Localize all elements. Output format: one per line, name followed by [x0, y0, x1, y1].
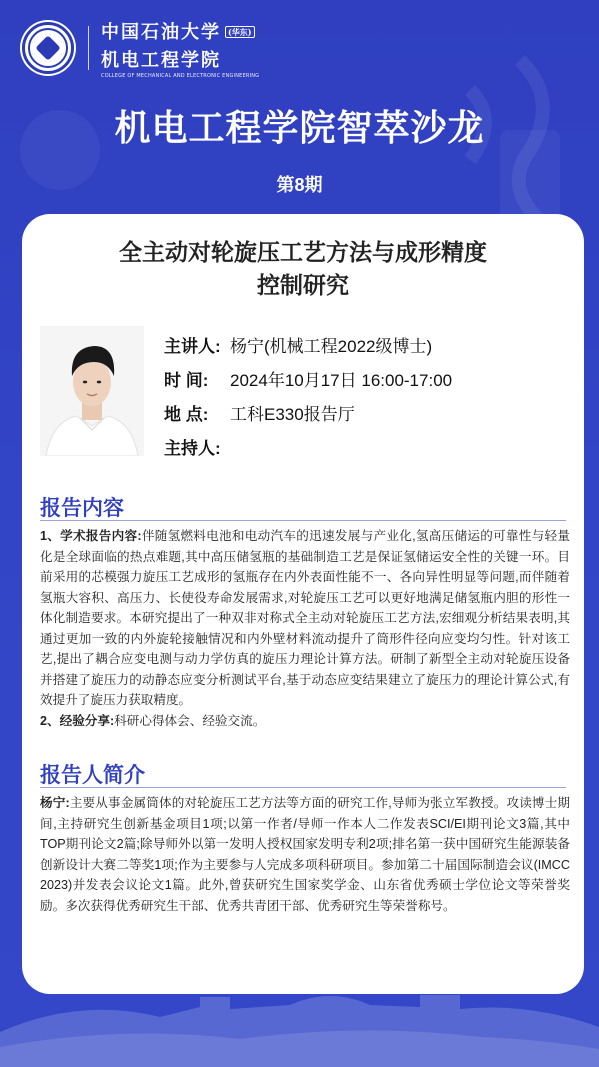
university-logo: [22, 22, 74, 74]
host-label: 主持人:: [164, 438, 221, 458]
bio-name-lead: 杨宁:: [40, 796, 70, 810]
university-tag: (华东): [225, 26, 255, 38]
time-label: 时 间:: [164, 370, 209, 390]
place-row: [164, 395, 452, 429]
report-item1-lead: 1、学术报告内容:: [40, 529, 142, 543]
time-row: [164, 361, 452, 395]
college-name: 机电工程学院: [101, 49, 221, 71]
bio-divider: [40, 787, 566, 788]
header-text: [101, 18, 259, 79]
report-content: [40, 526, 570, 731]
host-row: [164, 429, 452, 463]
speaker-value: 杨宁(机械工程2022级博士): [230, 336, 433, 356]
speaker-label: 主讲人:: [164, 336, 221, 356]
report-item2-text: 科研心得体会、经验交流。: [114, 713, 266, 728]
place-value: 工科E330报告厅: [230, 404, 355, 424]
talk-title-line2: 控制研究: [257, 272, 349, 298]
university-name: [101, 18, 259, 44]
content-card: [22, 214, 584, 994]
university-name-text: 中国石油大学: [101, 21, 221, 43]
header-divider: [88, 26, 89, 70]
speaker-photo: [40, 326, 144, 456]
report-item2-lead: 2、经验分享:: [40, 713, 115, 728]
header: [22, 18, 259, 78]
campus-skyline: [0, 977, 599, 1067]
place-label: 地 点:: [164, 404, 209, 424]
issue-number: 第8期: [276, 175, 323, 195]
college-english-name: COLLEGE OF MECHANICAL AND ELECTRONIC ENGINEERING: [101, 72, 260, 79]
report-heading: 报告内容: [40, 497, 124, 520]
time-value: 2024年10月17日 16:00-17:00: [230, 370, 453, 390]
talk-title: [22, 236, 584, 302]
event-title: 机电工程学院智萃沙龙: [114, 107, 485, 148]
speaker-row: [164, 327, 452, 361]
report-divider: [40, 520, 566, 521]
report-item1-text: 伴随氢燃料电池和电动汽车的迅速发展与产业化,氢高压储运的可靠性与轻量化是全球面临的热点难题,其中高压储氢瓶的基础制造工艺是保证氢储运安全性的关键一环。目前采用的芯模强力旋压工艺成形的氢瓶存在内外表面性能不一、各向异性明显等问题,而伴随着氢瓶大容积、高压力、长使役寿命发展需求,对轮旋压工艺可以更好地满足储氢瓶内胆的形性一体化制造要求。本研究提出了一种双非对称式全主动对轮旋压工艺方法,宏细观分析结果表明,其通过更加一致的内外旋轮接触情况和内外壁材料流动提升了筒形件径向应变均匀性。针对该工艺,提出了耦合应变电测与动力学仿真的旋压力理论计算方法。研制了新型全主动对轮旋压设备并搭建了旋压力的动静态应变分析测试平台,基于动态应变结果建立了旋压力的理论计算公式,有效提升了旋压力获取精度。: [40, 529, 571, 707]
bio-text: 主要从事金属筒体的对轮旋压工艺方法等方面的研究工作,导师为张立军教授。攻读博士期间,主持研究生创新基金项目1项;以第一作者/导师一作本人二作发表SCI/EI期刊论文3篇,其中TOP期刊论文2篇;除导师外以第一发明人授权国家发明专利2项;排名第一获中国研究生能源装备创新设计大赛二等奖1项;作为主要参与人完成多项科研项目。参加第二十届国际制造会议(IMCC 2023)并发表会议论文1篇。此外,曾获研究生国家奖学金、山东省优秀硕士学位论文等荣誉奖励。多次获得优秀研究生干部、优秀共青团干部、优秀研究生等荣誉称号。: [40, 796, 570, 913]
talk-info: [164, 327, 452, 463]
bio-heading: 报告人简介: [40, 764, 145, 787]
talk-title-line1: 全主动对轮旋压工艺方法与成形精度: [119, 239, 487, 265]
bio-content: [40, 793, 570, 916]
